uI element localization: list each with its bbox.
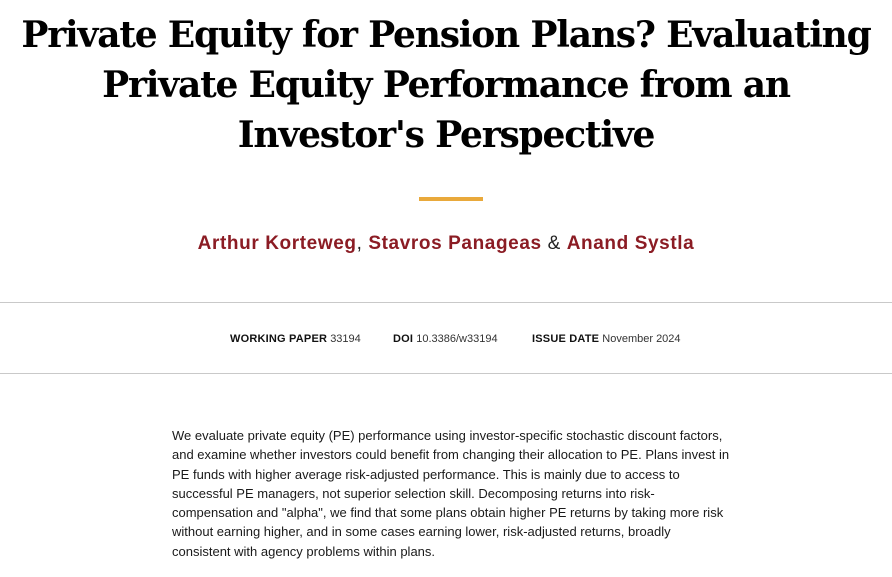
paper-meta-band <box>0 302 892 374</box>
author-link-panageas[interactable]: Stavros Panageas <box>368 233 542 254</box>
author-link-korteweg[interactable]: Arthur Korteweg <box>197 233 357 254</box>
doi-value[interactable]: 10.3386/w33194 <box>416 333 498 345</box>
working-paper-number: 33194 <box>330 333 361 345</box>
doi-meta <box>393 332 498 346</box>
title-block <box>0 10 892 160</box>
working-paper-meta <box>230 332 361 346</box>
author-link-systla[interactable]: Anand Systla <box>566 233 695 254</box>
doi-label: DOI <box>393 333 414 345</box>
paper-title: Private Equity for Pension Plans? Evaluating Private Equity Performance from an Investor's Perspective <box>21 14 871 156</box>
author-separator-comma: , <box>356 233 363 254</box>
issue-date-label: ISSUE DATE <box>532 333 600 345</box>
author-list <box>0 232 892 256</box>
accent-divider <box>419 197 483 201</box>
working-paper-label: WORKING PAPER <box>230 333 328 345</box>
abstract-text: We evaluate private equity (PE) performance using investor-specific stochastic discount factors, and examine whether investors could benefit from changing their allocation to PE. Plans invest in PE funds with higher average risk-adjusted performance. This is mainly due to access to successful PE managers, not superior selection skill. Decomposing returns into risk-compensation and "alpha", we find that some plans obtain higher PE returns by taking more risk without earning higher, and in some cases earning lower, risk-adjusted returns, broadly consistent with agency problems within plans. <box>172 428 730 559</box>
author-separator-ampersand: & <box>547 233 561 254</box>
issue-date-meta <box>532 332 681 346</box>
issue-date-value: November 2024 <box>602 333 681 345</box>
